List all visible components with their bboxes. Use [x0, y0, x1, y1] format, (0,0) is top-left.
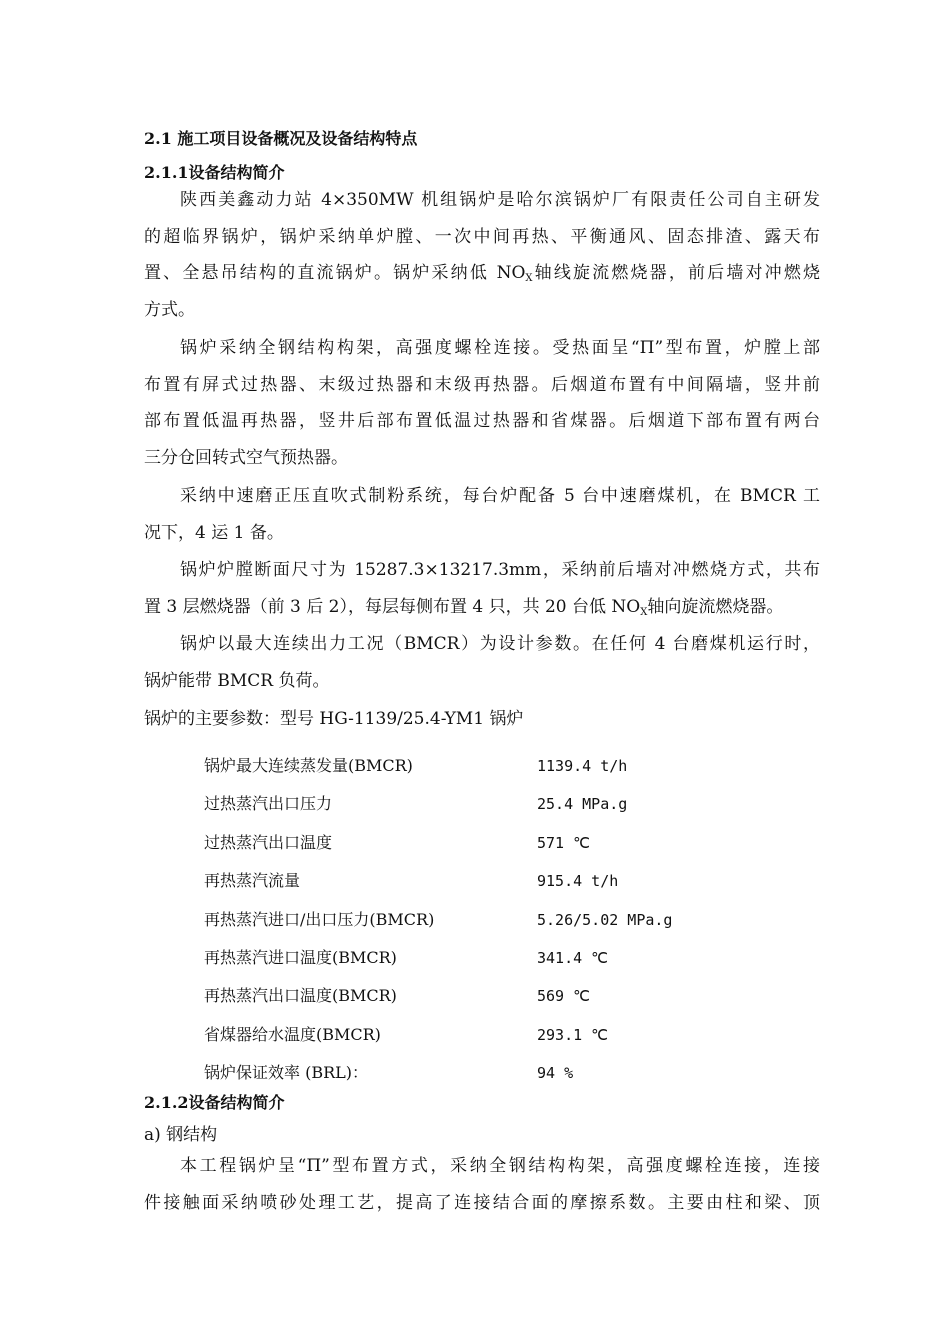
text-line: 的超临界锅炉，锅炉采纳单炉膛、一次中间再热、平衡通风、固态排渣、露天布	[144, 226, 820, 247]
param-value: 1139.4 t/h	[537, 757, 628, 775]
paragraph-furnace-dimensions	[144, 552, 820, 625]
text-span: 置、全悬吊结构的直流锅炉。锅炉采纳低 NO	[144, 263, 526, 283]
param-value: 341.4 ℃	[537, 948, 609, 967]
subsection-heading-1: 2.1.1设备结构简介	[144, 163, 285, 182]
param-name: 锅炉保证效率 (BRL)：	[204, 1063, 369, 1083]
subscript-x: X	[525, 273, 533, 284]
text-line: 锅炉采纳全钢结构构架，高强度螺栓连接。受热面呈“Π”型布置，炉膛上部	[180, 338, 820, 358]
paragraph-pulverizing-system	[144, 478, 820, 551]
text-span: 轴线旋流燃烧器，前后墙对冲燃烧	[532, 263, 821, 283]
text-span: 轴向旋流燃烧器。	[647, 596, 784, 617]
section-heading: 2.1 施工项目设备概况及设备结构特点	[144, 129, 418, 148]
param-name: 锅炉最大连续蒸发量(BMCR)	[204, 756, 413, 775]
text-line	[144, 255, 820, 292]
param-name: 再热蒸汽出口温度(BMCR)	[204, 986, 397, 1006]
param-name: 再热蒸汽进口温度(BMCR)	[204, 947, 397, 967]
param-value: 5.26/5.02 MPa.g	[537, 910, 673, 929]
text-line: 锅炉以最大连续出力工况（BMCR）为设计参数。在任何 4 台磨煤机运行时，	[180, 634, 820, 654]
text-line: 本工程锅炉呈“Π”型布置方式，采纳全钢结构构架，高强度螺栓连接，连接	[180, 1156, 820, 1176]
text-line: 锅炉炉膛断面尺寸为 15287.3×13217.3mm，采纳前后墙对冲燃烧方式，共布	[180, 560, 820, 580]
param-value: 94 %	[537, 1064, 574, 1083]
param-value: 569 ℃	[537, 987, 590, 1006]
paragraph-steel-structure	[144, 330, 820, 476]
param-value: 571 ℃	[537, 833, 590, 852]
text-line: 陕西美鑫动力站 4×350MW 机组锅炉是哈尔滨锅炉厂有限责任公司自主研发	[180, 190, 820, 210]
paragraph-design-parameters	[144, 626, 820, 699]
param-name: 再热蒸汽进口/出口压力(BMCR)	[204, 909, 435, 929]
subscript-x: X	[640, 606, 648, 618]
param-value: 915.4 t/h	[537, 872, 619, 891]
param-name: 省煤器给水温度(BMCR)	[204, 1024, 381, 1044]
subsection-heading-2: 2.1.2设备结构简介	[144, 1093, 285, 1112]
param-name: 过热蒸汽出口温度	[204, 832, 333, 852]
param-value: 293.1 ℃	[537, 1025, 609, 1044]
text-line: 况下，4 运 1 备。	[144, 522, 284, 543]
text-line: 三分仓回转式空气预热器。	[144, 447, 348, 468]
list-item-a: a) 钢结构	[144, 1125, 218, 1145]
text-span: 置 3 层燃烧器（前 3 后 2），每层每侧布置 4 只，共 20 台低 NO	[144, 596, 641, 617]
param-value: 25.4 MPa.g	[537, 795, 628, 814]
param-name: 过热蒸汽出口压力	[204, 794, 333, 814]
param-name: 再热蒸汽流量	[204, 871, 301, 891]
text-line: 布置有屏式过热器、末级过热器和末级再热器。后烟道布置有中间隔墙，竖井前	[144, 374, 820, 395]
params-intro: 锅炉的主要参数：型号 HG-1139/25.4-YM1 锅炉	[144, 709, 524, 729]
text-line: 件接触面采纳喷砂处理工艺，提高了连接结合面的摩擦系数。主要由柱和梁、顶	[144, 1192, 820, 1213]
paragraph-boiler-overview	[144, 182, 820, 328]
text-line	[144, 589, 820, 626]
paragraph-pi-layout	[144, 1148, 820, 1221]
text-line: 采纳中速磨正压直吹式制粉系统，每台炉配备 5 台中速磨煤机，在 BMCR 工	[180, 486, 820, 506]
text-line: 方式。	[144, 299, 195, 320]
text-line: 部布置低温再热器，竖井后部布置低温过热器和省煤器。后烟道下部布置有两台	[144, 411, 820, 431]
text-line: 锅炉能带 BMCR 负荷。	[144, 670, 330, 691]
